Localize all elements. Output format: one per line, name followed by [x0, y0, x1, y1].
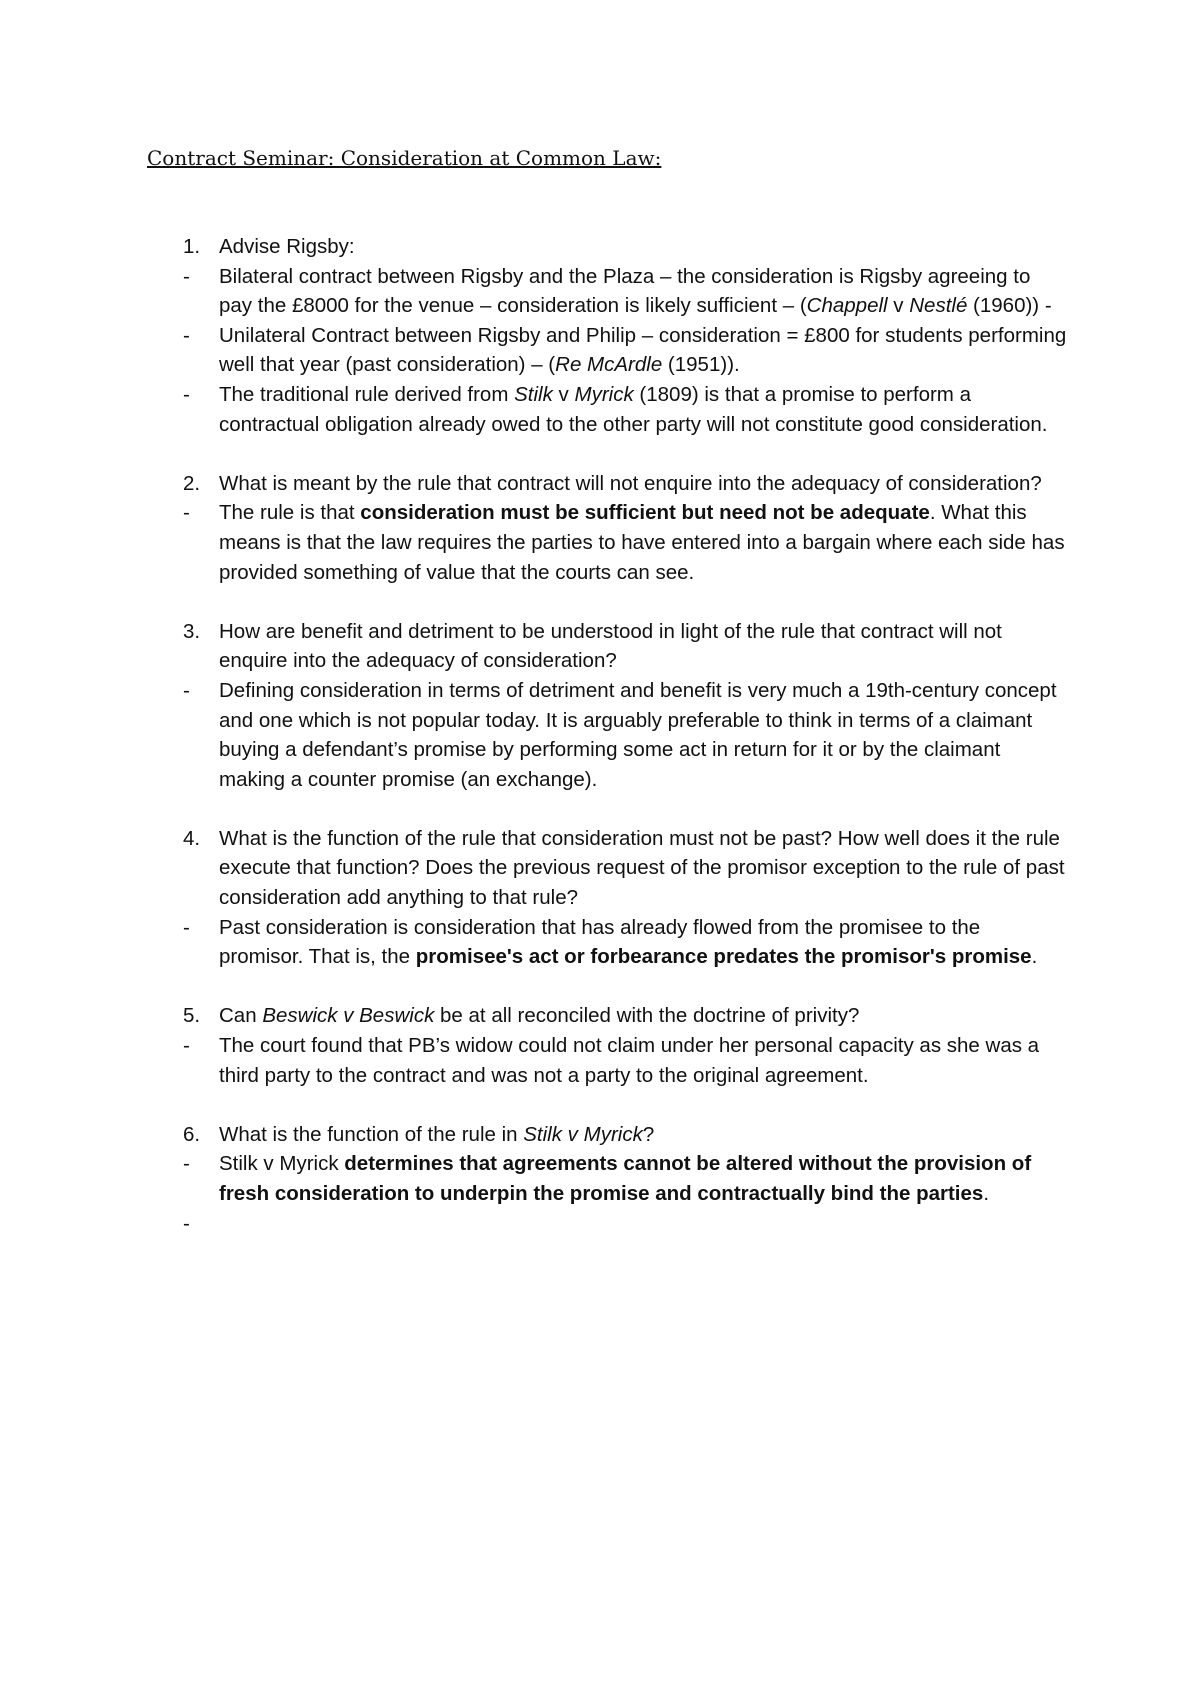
question-2 [147, 469, 1067, 499]
question-number: 1. [183, 235, 201, 258]
question-text: What is the function of the rule that consideration must not be past? How well does it the rule execute that function? Does the previous request of the promisor exception to the rule of past consideration add anything to that rule? [219, 826, 1065, 910]
bullet-dash: - [183, 1034, 190, 1058]
answer-text: The court found that PB’s widow could not claim under her personal capacity as she was a third party to the contract and was not a party to the original agreement. [219, 1034, 1040, 1087]
answer-item [147, 380, 1067, 439]
answer-text: (1951)). [662, 353, 740, 377]
question-text: What is the function of the rule in [219, 1122, 524, 1146]
answer-text: The traditional rule derived from [219, 382, 515, 406]
question-number: 2. [183, 471, 201, 495]
spacer [147, 972, 1067, 1002]
bullet-dash: - [183, 1211, 190, 1235]
case-name: Stilk [514, 382, 553, 406]
case-name: Re McArdle [555, 353, 663, 377]
answer-text: . [983, 1182, 990, 1205]
answer-text: v [887, 294, 910, 318]
answer-text: Defining consideration in terms of detriment and benefit is very much a 19th-century concept and one which is not popular today. It is arguably preferable to think in terms of a claimant buying a defendant’s promise by performing some act in return for it or by the claimant making a counter promise (an exchange). [219, 678, 1057, 791]
question-text: ? [642, 1122, 655, 1146]
case-name: Beswick v Beswick [262, 1004, 435, 1028]
question-text: What is meant by the rule that contract will not enquire into the adequacy of consideration? [219, 471, 1042, 495]
question-text: Advise Rigsby: [219, 235, 355, 258]
answer-text: . What this means is that the law requires the parties to have entered into a bargain where each side has provided something of value that the courts can see. [219, 501, 1065, 584]
bullet-dash: - [183, 1152, 190, 1176]
question-number: 6. [183, 1122, 201, 1146]
question-6 [147, 1120, 1067, 1150]
spacer [147, 439, 1067, 469]
answer-item [147, 676, 1067, 794]
question-1 [147, 232, 1067, 262]
answer-text: (1960)) - [967, 294, 1052, 318]
bullet-dash: - [183, 264, 190, 288]
answer-item [147, 262, 1067, 321]
spacer [147, 587, 1067, 617]
answer-text: Past consideration is consideration that has already flowed from the promisee to the promisor. That is, the [219, 915, 981, 969]
answer-item [147, 1149, 1067, 1208]
bullet-dash: - [183, 382, 190, 406]
answer-item [147, 498, 1067, 587]
answer-item [147, 321, 1067, 380]
bold-text: promisee's act or forbearance predates the promisor's promise [415, 945, 1032, 969]
case-name: Nestlé [909, 294, 968, 318]
seminar-content [147, 232, 1067, 1238]
bold-text: consideration must be sufficient but need not be adequate [360, 501, 930, 525]
answer-text: Stilk v Myrick [219, 1152, 345, 1176]
question-text: be at all reconciled with the doctrine of privity? [434, 1004, 860, 1028]
question-number: 4. [183, 826, 201, 850]
bold-text: determines that agreements cannot be altered without the provision of fresh consideration to underpin the promise and contractually bind the parties [219, 1152, 1032, 1205]
answer-text: (1809) is that a promise to perform a contractual obligation already owed to the other party will not constitute good consideration. [219, 382, 1048, 436]
bullet-dash: - [183, 501, 190, 525]
bullet-dash: - [183, 678, 190, 702]
answer-item-empty [147, 1209, 1067, 1239]
spacer [147, 1090, 1067, 1120]
case-name: Myrick [574, 382, 634, 406]
spacer [147, 794, 1067, 824]
question-number: 5. [183, 1004, 201, 1028]
question-5 [147, 1001, 1067, 1031]
page-title: Contract Seminar: Consideration at Common Law: [147, 146, 662, 170]
answer-text: Bilateral contract between Rigsby and the Plaza – the consideration is Rigsby agreeing to pay the £8000 for the venue – consideration is likely sufficient – ( [219, 264, 1031, 318]
case-name: Chappell [806, 294, 888, 318]
answer-item [147, 1031, 1067, 1090]
question-text: Can [219, 1004, 263, 1028]
question-4 [147, 824, 1067, 913]
answer-text: v [552, 382, 575, 406]
question-3 [147, 617, 1067, 676]
question-number: 3. [183, 619, 201, 643]
bullet-dash: - [183, 915, 190, 939]
answer-text: Unilateral Contract between Rigsby and Philip – consideration = £800 for students performing well that year (past consideration) – ( [219, 323, 1067, 377]
case-name: Stilk v Myrick [523, 1122, 643, 1146]
bullet-dash: - [183, 323, 190, 347]
question-text: How are benefit and detriment to be understood in light of the rule that contract will not enquire into the adequacy of consideration? [219, 619, 1002, 673]
answer-item [147, 913, 1067, 972]
answer-text: . [1031, 945, 1038, 969]
answer-text: The rule is that [219, 501, 361, 525]
